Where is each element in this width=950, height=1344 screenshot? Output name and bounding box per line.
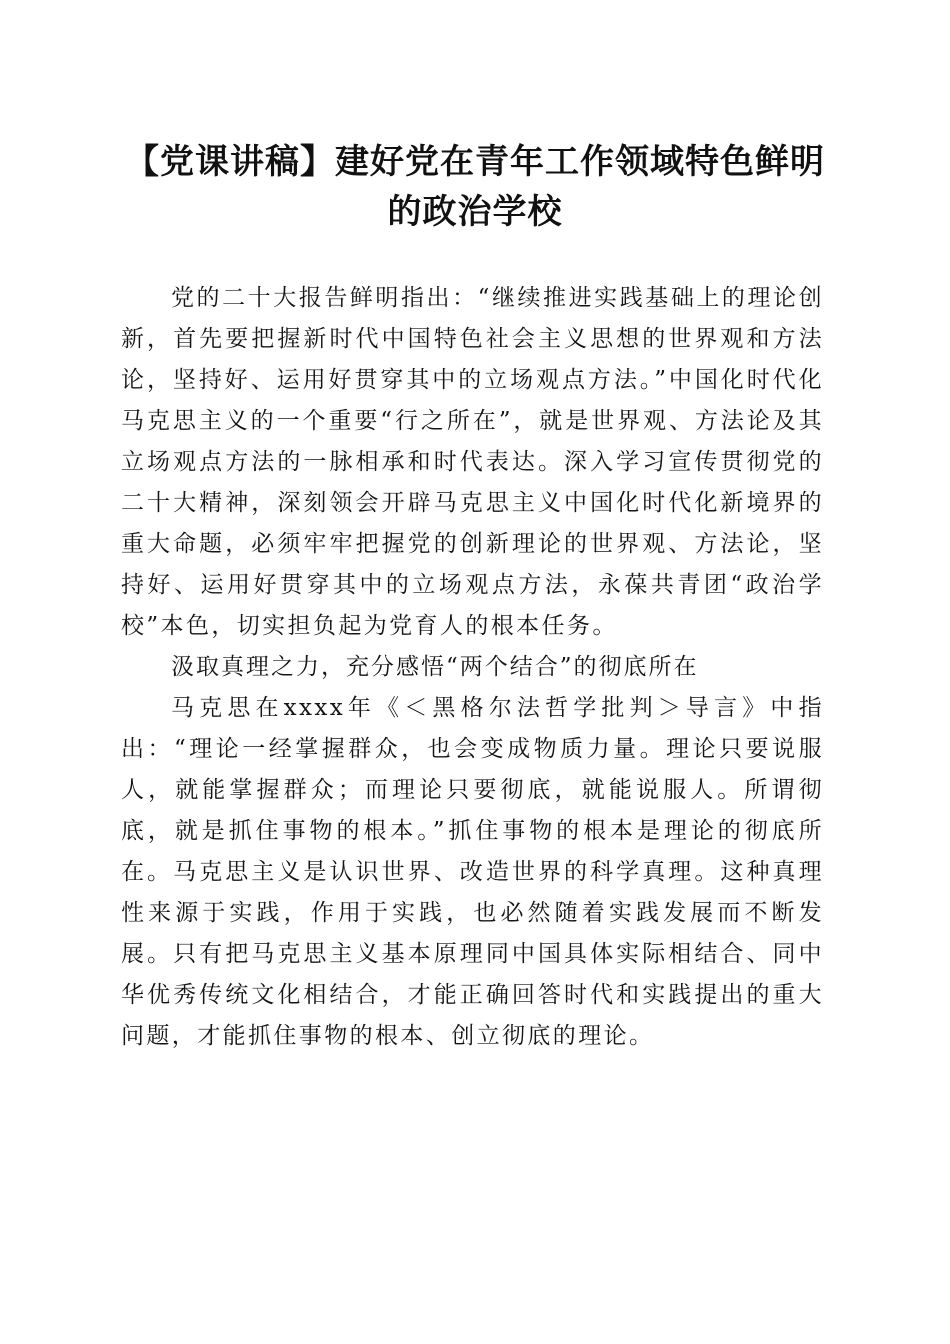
title-line-1: 【党课讲稿】建好党在青年工作领域特色鲜明 — [125, 142, 825, 182]
paragraph-marx-quote: 马克思在xxxx年《＜黑格尔法哲学批判＞导言》中指出：“理论一经掌握群众，也会变成物质力量。理论只要说服人，就能掌握群众；而理论只要彻底，就能说服人。所谓彻底，就是抓住事物的根本。”抓住事物的根本是理论的彻底所在。马克思主义是认识世界、改造世界的科学真理。这种真理性来源于实践，作用于实践，也必然随着实践发展而不断发展。只有把马克思主义基本原理同中国具体实际相结合、同中华优秀传统文化相结合，才能正确回答时代和实践提出的重大问题，才能抓住事物的根本、创立彻底的理论。 — [121, 695, 824, 1049]
document-title — [90, 137, 860, 237]
paragraph-intro: 党的二十大报告鲜明指出：“继续推进实践基础上的理论创新，首先要把握新时代中国特色社会主义思想的世界观和方法论，坚持好、运用好贯穿其中的立场观点方法。”中国化时代化马克思主义的一个重要“行之所在”，就是世界观、方法论及其立场观点方法的一脉相承和时代表达。深入学习宣传贯彻党的二十大精神，深刻领会开辟马克思主义中国化时代化新境界的重大命题，必须牢牢把握党的创新理论的世界观、方法论，坚持好、运用好贯穿其中的立场观点方法，永葆共青团“政治学校”本色，切实担负起为党育人的根本任务。 — [121, 285, 824, 639]
document-body — [121, 278, 824, 1057]
section-heading: 汲取真理之力，充分感悟“两个结合”的彻底所在 — [171, 654, 699, 680]
title-line-2: 的政治学校 — [387, 192, 563, 232]
